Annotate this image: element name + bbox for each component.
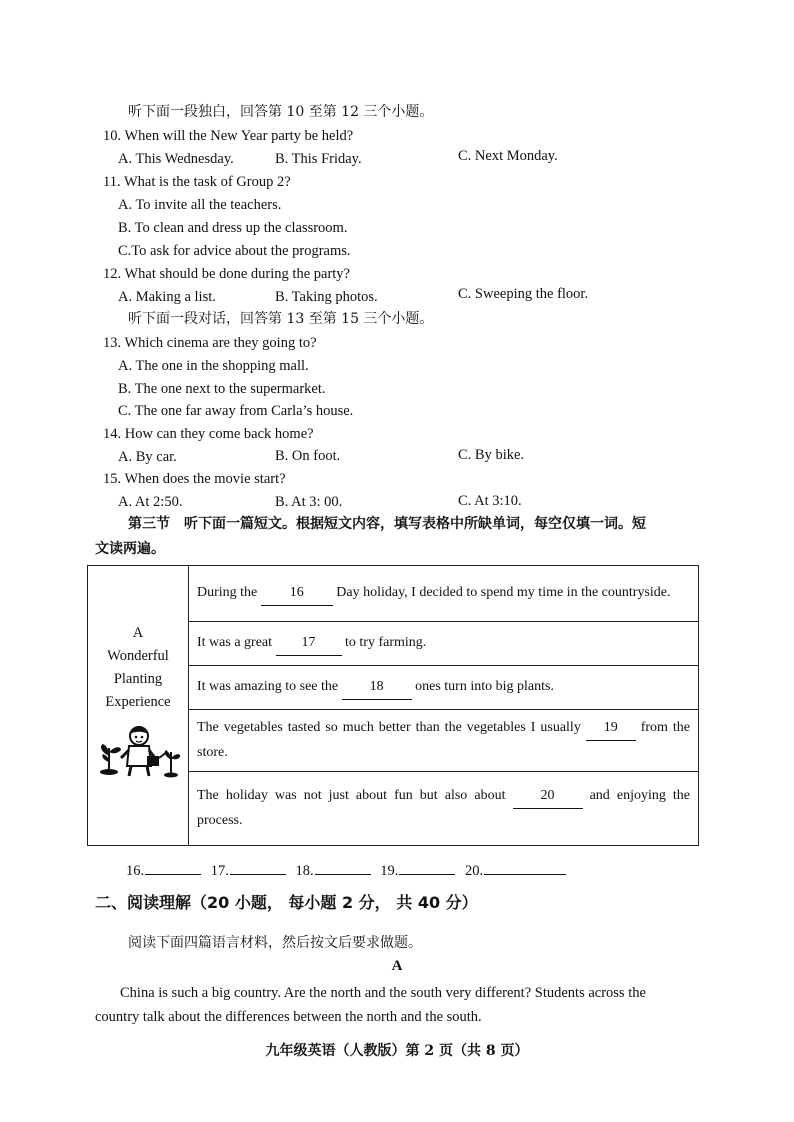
side-title-a: A xyxy=(132,625,144,641)
fill-in-table xyxy=(87,565,699,846)
blank-17-number: 17 xyxy=(301,635,316,650)
blank-18[interactable] xyxy=(342,675,412,700)
answer-17-label: 17. xyxy=(210,863,229,879)
answer-18[interactable] xyxy=(296,862,371,880)
row20-post: and enjoying the process. xyxy=(197,788,691,828)
row18-post: ones turn into big plants. xyxy=(415,679,554,694)
table-row-20 xyxy=(189,772,699,846)
question-15: 15. When does the movie start? xyxy=(103,471,286,487)
reading-section-title: 二、阅读理解（20 小题， 每小题 2 分， 共 40 分） xyxy=(95,893,478,912)
question-12: 12. What should be done during the party? xyxy=(103,266,350,282)
answer-20-label: 20. xyxy=(465,863,484,879)
side-title-wonderful: Wonderful xyxy=(107,648,169,664)
option-10b: B. This Friday. xyxy=(275,151,362,167)
row19-pre: The vegetables tasted so much better than the vegetables I usually xyxy=(197,720,581,735)
option-15c: C. At 3:10. xyxy=(458,493,522,509)
answer-16[interactable] xyxy=(126,862,201,880)
option-11c: C.To ask for advice about the programs. xyxy=(118,243,351,259)
question-14: 14. How can they come back home? xyxy=(103,426,314,442)
row19-post: from the store. xyxy=(197,720,691,760)
option-13a: A. The one in the shopping mall. xyxy=(118,358,309,374)
option-12a: A. Making a list. xyxy=(118,289,216,305)
row17-pre: It was a great xyxy=(197,635,273,650)
blank-20[interactable] xyxy=(513,784,583,809)
row20-pre: The holiday was not just about fun but also about xyxy=(197,788,506,803)
option-10c: C. Next Monday. xyxy=(458,148,558,164)
answer-16-label: 16. xyxy=(126,863,145,879)
option-11a: A. To invite all the teachers. xyxy=(118,197,282,213)
question-11: 11. What is the task of Group 2? xyxy=(103,174,291,190)
section3-instruction: 第三节 听下面一篇短文。根据短文内容，填写表格中所缺单词，每空仅填一词。短 xyxy=(128,516,646,532)
answer-17[interactable] xyxy=(211,862,286,880)
passage-line-1: China is such a big country. Are the north and the south very different? Students across the xyxy=(120,985,646,1001)
table-side-title xyxy=(88,566,189,846)
blank-19[interactable] xyxy=(586,716,636,741)
row16-pre: During the xyxy=(197,585,258,600)
option-12b: B. Taking photos. xyxy=(275,289,378,305)
side-title-planting: Planting xyxy=(113,671,163,687)
blank-18-number: 18 xyxy=(369,679,384,694)
option-15a: A. At 2:50. xyxy=(118,494,183,510)
reading-instruction: 阅读下面四篇语言材料，然后按文后要求做题。 xyxy=(128,935,422,951)
answer-blanks xyxy=(126,862,572,880)
table-row-18 xyxy=(189,666,699,710)
option-12c: C. Sweeping the floor. xyxy=(458,286,589,302)
answer-20[interactable] xyxy=(465,862,566,880)
table-row-19 xyxy=(189,710,699,772)
option-13c: C. The one far away from Carla’s house. xyxy=(118,403,354,419)
blank-16[interactable] xyxy=(261,581,333,606)
blank-16-number: 16 xyxy=(289,585,304,600)
instruction-10-12: 听下面一段独白，回答第 10 至第 12 三个小题。 xyxy=(128,104,434,120)
option-13b: B. The one next to the supermarket. xyxy=(118,381,326,397)
blank-17[interactable] xyxy=(276,631,342,656)
option-14a: A. By car. xyxy=(118,449,177,465)
blank-20-number: 20 xyxy=(540,788,555,803)
question-10: 10. When will the New Year party be held? xyxy=(103,128,354,144)
page-footer: 九年级英语（人教版）第 2 页（共 8 页） xyxy=(265,1043,529,1059)
row17-post: to try farming. xyxy=(345,635,427,650)
section3-instruction-cont: 文读两遍。 xyxy=(95,541,165,557)
child-watering-plants-icon xyxy=(88,722,188,789)
passage-line-2: country talk about the differences between the north and the south. xyxy=(95,1009,482,1025)
blank-19-number: 19 xyxy=(603,720,618,735)
option-10a: A. This Wednesday. xyxy=(118,151,234,167)
answer-19[interactable] xyxy=(380,862,455,880)
option-11b: B. To clean and dress up the classroom. xyxy=(118,220,348,236)
answer-19-label: 19. xyxy=(380,863,399,879)
option-15b: B. At 3: 00. xyxy=(275,494,343,510)
option-14c: C. By bike. xyxy=(458,447,525,463)
option-14b: B. On foot. xyxy=(275,448,341,464)
answer-18-label: 18. xyxy=(295,863,314,879)
side-title-experience: Experience xyxy=(105,694,171,710)
row16-post: Day holiday, I decided to spend my time in the countryside. xyxy=(336,585,671,600)
instruction-13-15: 听下面一段对话，回答第 13 至第 15 三个小题。 xyxy=(128,311,434,327)
passage-label: A xyxy=(391,958,403,974)
table-row-17 xyxy=(189,622,699,666)
row18-pre: It was amazing to see the xyxy=(197,679,339,694)
table-row-16 xyxy=(189,566,699,622)
question-13: 13. Which cinema are they going to? xyxy=(103,335,317,351)
